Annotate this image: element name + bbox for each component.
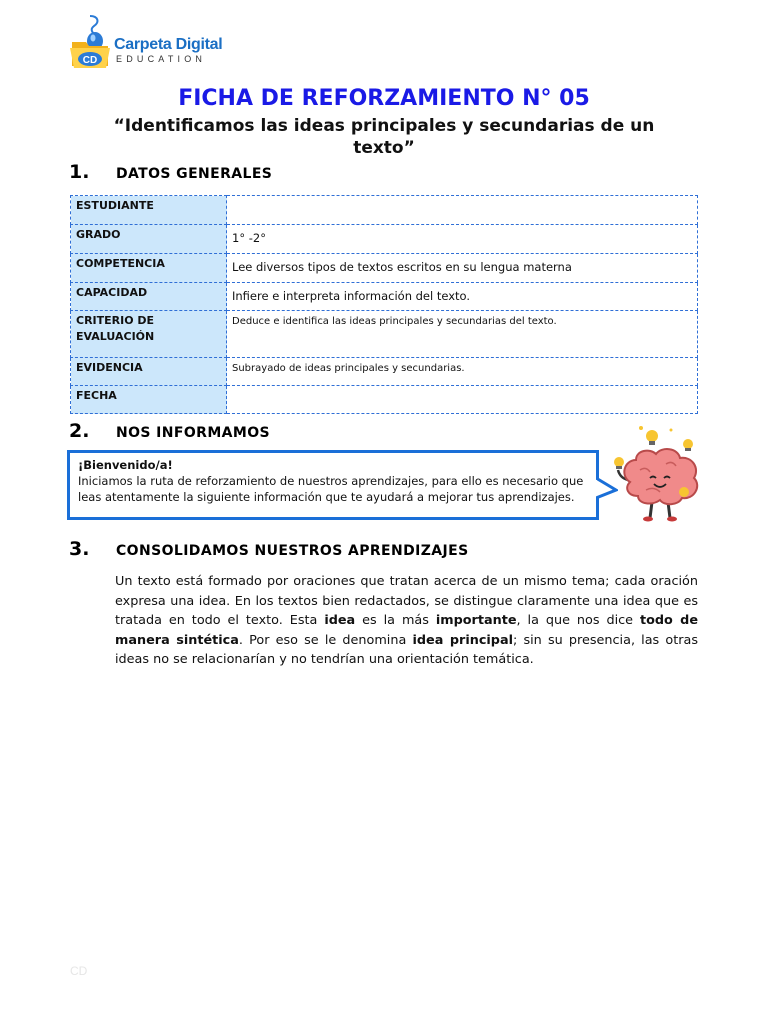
paragraph-text: . Por eso se le denomina bbox=[238, 632, 413, 648]
table-row bbox=[71, 196, 698, 225]
logo-tagline: EDUCATION bbox=[116, 54, 207, 64]
carpeta-digital-logo bbox=[68, 14, 238, 74]
paragraph-bold: importante bbox=[435, 613, 517, 628]
row-label: ESTUDIANTE bbox=[71, 196, 227, 225]
logo-badge: CD bbox=[82, 55, 98, 66]
welcome-greeting: ¡Bienvenido/a! bbox=[78, 458, 173, 472]
table-row bbox=[71, 358, 698, 386]
table-row bbox=[71, 225, 698, 254]
row-value: Deduce e identifica las ideas principales y secundarias del texto. bbox=[227, 311, 698, 358]
section-2-title: NOS INFORMAMOS bbox=[116, 425, 271, 441]
logo-name: Carpeta Digital bbox=[114, 36, 223, 53]
paragraph-bold: todo de manera sintética bbox=[115, 613, 699, 648]
paragraph-text: ; sin su presencia, las otras ideas no se relacionarían y no tendrían una orientación temática. bbox=[115, 632, 698, 667]
page-subtitle: “Identificamos las ideas principales y secundarias de un texto” bbox=[113, 116, 655, 158]
paragraph-text: Un texto está formado por oraciones que tratan acerca de un mismo tema; cada oración expresa una idea. En los textos bien redactados, se distingue claramente una idea que es tratada en todo el texto. Esta bbox=[115, 574, 698, 628]
row-label: CRITERIO DE EVALUACIÓN bbox=[71, 311, 227, 358]
section-1-number: 1. bbox=[69, 161, 90, 183]
brain-mascot-icon bbox=[606, 420, 706, 526]
table-row bbox=[71, 283, 698, 311]
row-value: Lee diversos tipos de textos escritos en su lengua materna bbox=[227, 254, 698, 283]
section-2-number: 2. bbox=[69, 420, 90, 442]
table-row bbox=[71, 254, 698, 283]
watermark: CD bbox=[70, 964, 88, 978]
concept-paragraph bbox=[115, 572, 698, 670]
row-label: GRADO bbox=[71, 225, 227, 254]
row-label: COMPETENCIA bbox=[71, 254, 227, 283]
section-3-number: 3. bbox=[69, 538, 90, 560]
table-row bbox=[71, 311, 698, 358]
row-label: FECHA bbox=[71, 386, 227, 414]
row-value: Subrayado de ideas principales y secundarias. bbox=[227, 358, 698, 386]
folder-mouse-icon bbox=[68, 14, 116, 72]
paragraph-bold: idea bbox=[324, 613, 356, 628]
page-title: FICHA DE REFORZAMIENTO N° 05 bbox=[178, 86, 590, 111]
table-row bbox=[71, 386, 698, 414]
general-data-table bbox=[70, 195, 698, 414]
row-label: EVIDENCIA bbox=[71, 358, 227, 386]
paragraph-text: es la más bbox=[355, 613, 436, 628]
section-3-title: CONSOLIDAMOS NUESTROS APRENDIZAJES bbox=[116, 543, 469, 559]
welcome-speech-box bbox=[67, 450, 599, 520]
student-field[interactable] bbox=[227, 196, 698, 225]
paragraph-bold: idea principal bbox=[412, 632, 513, 648]
row-value: 1° -2° bbox=[227, 225, 698, 254]
row-value: Infiere e interpreta información del texto. bbox=[227, 283, 698, 311]
row-label: CAPACIDAD bbox=[71, 283, 227, 311]
welcome-text: Iniciamos la ruta de reforzamiento de nuestros aprendizajes, para ello es necesario que leas atentamente la siguiente información que te ayudará a mejorar tus aprendizajes. bbox=[78, 474, 584, 504]
section-1-title: DATOS GENERALES bbox=[116, 166, 273, 182]
paragraph-text: , la que nos dice bbox=[516, 613, 640, 628]
date-field[interactable] bbox=[227, 386, 698, 414]
